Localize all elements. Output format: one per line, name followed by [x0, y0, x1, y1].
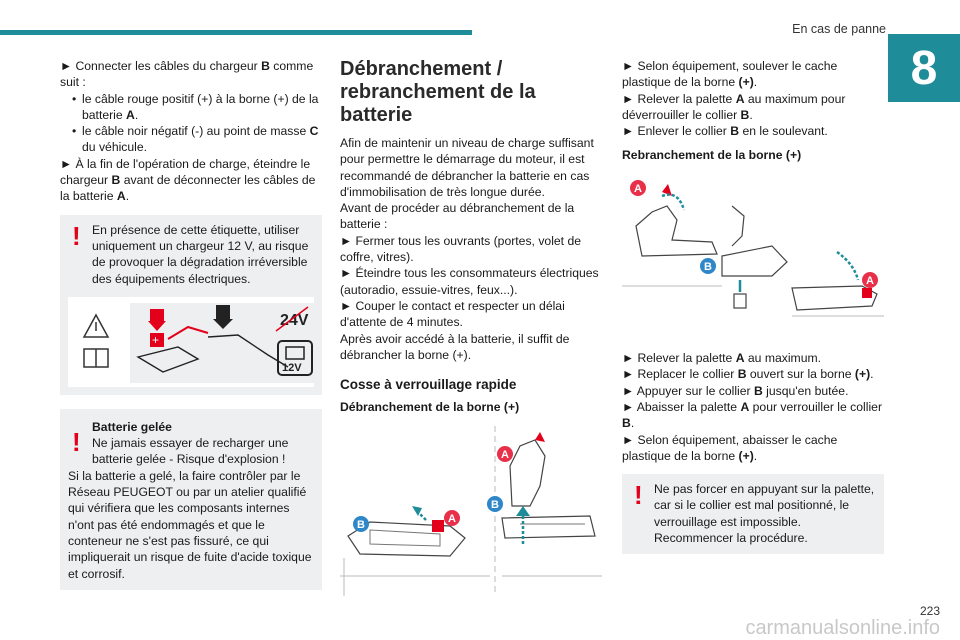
warning-box: ! Ne pas forcer en appuyant sur la palette, car si le collier est mal positionné, le verrouillage est impossible. Recommencer la procédure.	[622, 474, 884, 554]
warning-icon: !	[634, 480, 643, 511]
column-2	[340, 58, 602, 600]
label-b-badge	[700, 258, 716, 274]
warning-icon: !	[72, 220, 81, 251]
label-24v: 24V	[280, 311, 309, 329]
step: ► Éteindre tous les consommateurs électriques (autoradio, essuie-vitres, feux...).	[340, 266, 599, 297]
svg-text:A: A	[866, 274, 874, 287]
warning-icon: !	[72, 426, 81, 457]
warning-box-frozen-battery	[60, 409, 322, 590]
label-b-badge	[487, 496, 503, 512]
arrow-head-icon	[516, 506, 530, 516]
svg-text:A: A	[634, 182, 642, 195]
svg-text:12V: 12V	[282, 361, 302, 374]
step: ► Enlever le collier B en le soulevant.	[622, 124, 828, 139]
step: ► Couper le contact et respecter un délai d'attente de 4 minutes.	[340, 298, 565, 330]
svg-text:B: B	[357, 518, 365, 531]
section-heading: Débranchement / rebranchement de la batterie	[340, 58, 536, 126]
step: ► Relever la palette A au maximum pour déverrouiller le collier B.	[622, 91, 846, 122]
warning-triangle-icon	[84, 315, 108, 337]
paragraph: Avant de procéder au débranchement de la batterie :	[340, 201, 575, 232]
label-a-badge	[630, 180, 646, 196]
step: ► Fermer tous les ouvrants (portes, volet de coffre, vitres).	[340, 233, 582, 265]
page-number: 223	[919, 604, 940, 618]
svg-text:+: +	[152, 332, 160, 347]
step: ► Selon équipement, soulever le cache plastique de la borne (+).	[622, 59, 838, 90]
column-3	[622, 58, 884, 554]
warning-title: Batterie gelée	[92, 419, 172, 434]
step: ► Relever la palette A au maximum.	[622, 351, 822, 366]
svg-text:B: B	[491, 498, 499, 511]
paragraph: ► À la fin de l'opération de charge, éteindre le chargeur B avant de déconnecter les câbles de la batterie A.	[60, 156, 316, 204]
list-item: • le câble rouge positif (+) à la borne (+) de la batterie A.	[72, 91, 319, 122]
step: ► Appuyer sur le collier B jusqu'en butée.	[622, 383, 849, 398]
step: ► Selon équipement, abaisser le cache plastique de la borne (+).	[622, 432, 838, 463]
clamp-illustration-middle	[722, 206, 787, 308]
paragraph: Afin de maintenir un niveau de charge suffisant pour permettre le démarrage du moteur, il est recommandé de débrancher la batterie en cas d'immobilisation de très longue durée.	[340, 136, 594, 199]
step: ► Abaisser la palette A pour verrouiller le collier B.	[622, 399, 883, 431]
warning-text: Si la batterie a gelé, la faire contrôler par le Réseau PEUGEOT ou par un atelier qualifié qui vérifiera que les composants internes n'ont pas été endommagés et que le conteneur ne s'est pas fissuré, ce qui impliquerait un risque de fuite d'acide toxique et corrosif.	[68, 468, 312, 581]
label-a-badge	[862, 272, 878, 288]
list-item: • le câble noir négatif (-) au point de masse C du véhicule.	[72, 124, 319, 155]
section-title: En cas de panne	[792, 22, 886, 36]
arrow-curve-icon	[662, 194, 684, 209]
subsection-heading: Cosse à verrouillage rapide	[340, 377, 517, 393]
clamp-illustration-right	[502, 432, 602, 576]
step: ► Replacer le collier B ouvert sur la borne (+).	[622, 367, 874, 382]
charger-label-figure	[68, 297, 314, 387]
paragraph: ► Connecter les câbles du chargeur B comme suit :	[60, 59, 314, 90]
arrow-curve-icon	[837, 252, 858, 280]
warning-text: Ne jamais essayer de recharger une batterie gelée - Risque d'explosion !	[92, 436, 289, 467]
warning-box: ! En présence de cette étiquette, utiliser uniquement un chargeur 12 V, au risque de provoquer la dégradation irréversible des équipements électriques. + 24V 12V	[60, 215, 322, 395]
subsubsection-heading: Rebranchement de la borne (+)	[622, 148, 802, 163]
svg-text:A: A	[448, 512, 456, 525]
manual-book-icon	[84, 349, 108, 367]
disconnect-terminal-figure	[340, 426, 602, 596]
column-1	[60, 58, 322, 590]
paragraph: Après avoir accédé à la batterie, il suffit de débrancher la borne (+).	[340, 331, 570, 362]
watermark-footer: carmanualsonline.info	[745, 617, 940, 639]
reconnect-terminal-figure	[622, 176, 884, 346]
label-a-badge	[444, 510, 460, 526]
label-b-badge	[353, 516, 369, 532]
chapter-badge: 8	[888, 34, 960, 102]
svg-text:A: A	[501, 448, 509, 461]
subsubsection-heading: Débranchement de la borne (+)	[340, 400, 520, 415]
clamp-illustration-right	[792, 286, 884, 316]
label-a-badge	[497, 446, 513, 462]
svg-text:B: B	[704, 260, 712, 273]
top-accent-bar	[0, 30, 472, 35]
